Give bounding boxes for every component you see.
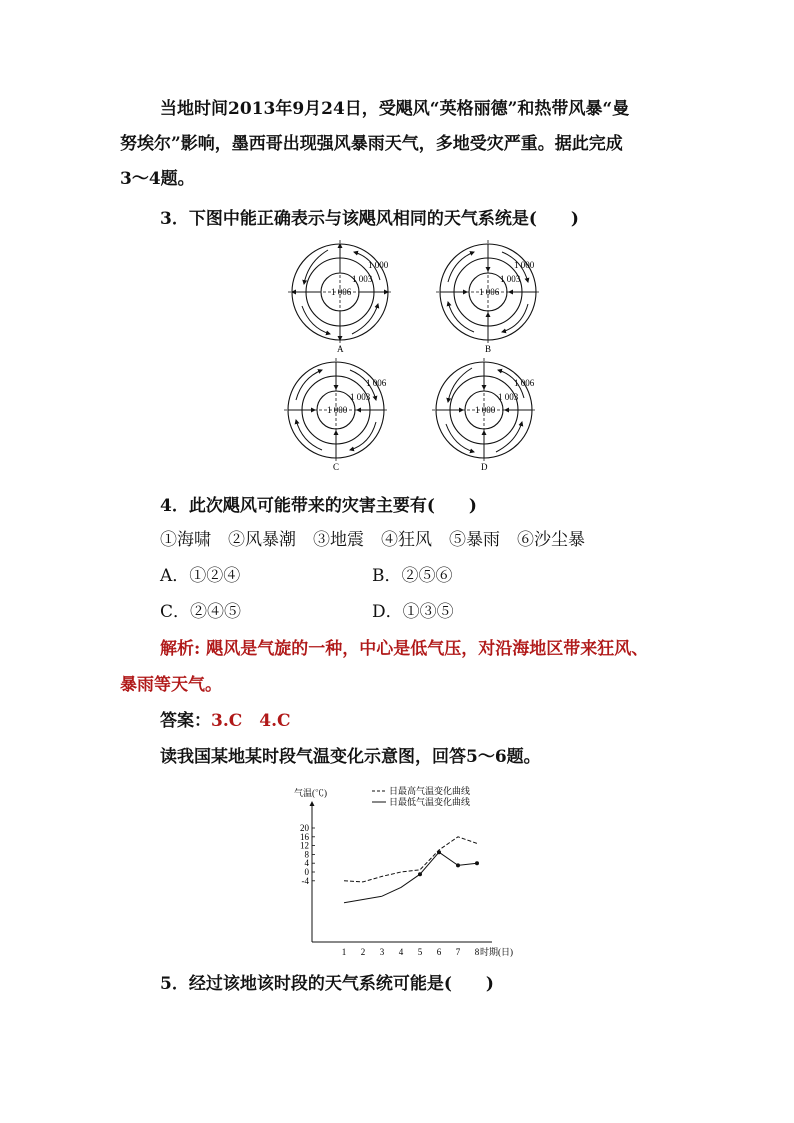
intro-line-2: 努埃尔”影响，墨西哥出现强风暴雨天气，多地受灾严重。据此完成 (120, 134, 623, 154)
question-4-items: ①海啸 ②风暴潮 ③地震 ④狂风 ⑤暴雨 ⑥沙尘暴 (160, 530, 585, 550)
x-tick-label: 2 (360, 947, 366, 957)
legend-entry: 日最低气温变化曲线 (389, 797, 471, 807)
diagram-d-label: D (481, 462, 488, 472)
x-tick-label: 6 (436, 947, 442, 957)
diagram-c-mid-label: 1 003 (350, 392, 371, 402)
diagram-d-outer-label: 1 006 (514, 378, 535, 388)
question-4: 4．此次飓风可能带来的灾害主要有( ) (160, 496, 477, 516)
diagram-b-label: B (485, 344, 492, 354)
series-min-point (437, 850, 441, 854)
y-tick-label: 20 (300, 823, 309, 833)
x-tick-label: 7 (455, 947, 461, 957)
answer-line (160, 709, 291, 733)
series-min-point (418, 872, 422, 876)
diagram-d (432, 358, 536, 472)
y-axis-label: 气温(℃) (294, 788, 327, 798)
x-axis-label: 时期(日) (480, 947, 513, 957)
y-tick-label: 8 (304, 849, 309, 860)
y-tick-label: 16 (300, 831, 309, 842)
analysis-line-1: 解析: 飓风是气旋的一种，中心是低气压，对沿海地区带来狂风、 (160, 639, 649, 659)
question-3: 3．下图中能正确表示与该飓风相同的天气系统是( ) (160, 209, 579, 229)
answer-label: 答案： (160, 711, 211, 731)
diagram-c-inner-label: 1 000 (327, 405, 348, 415)
x-tick-label: 3 (379, 947, 385, 957)
option-a: A．①②④ (160, 566, 241, 586)
series-min-point (456, 863, 460, 867)
diagram-c-label: C (333, 462, 340, 472)
answer-value: 3.C 4.C (211, 711, 291, 731)
analysis-text-1: 飓风是气旋的一种，中心是低气压，对沿海地区带来狂风、 (206, 639, 649, 659)
analysis-label: 解析 (160, 639, 194, 659)
intro-line-3: 3～4题。 (120, 169, 195, 189)
diagram-b-outer-label: 1 000 (514, 260, 535, 270)
diagram-a-outer-label: 1 000 (368, 260, 389, 270)
temperature-chart (292, 780, 542, 960)
diagram-b-mid-label: 1 003 (500, 274, 521, 284)
y-tick-label: 4 (304, 858, 309, 869)
diagram-a (288, 240, 392, 354)
intro-line-1: 当地时间2013年9月24日，受飓风“英格丽德”和热带风暴“曼 (160, 99, 630, 119)
x-tick-label: 8 (474, 947, 480, 957)
series-max-line (344, 837, 477, 882)
diagram-b-inner-label: 1 006 (479, 287, 500, 297)
analysis-line-2: 暴雨等天气。 (120, 675, 222, 695)
series-min-line (344, 852, 477, 903)
diagram-d-inner-label: 1 000 (475, 405, 496, 415)
diagram-a-mid-label: 1 003 (352, 274, 373, 284)
x-tick-label: 1 (341, 947, 347, 957)
x-tick-label: 5 (417, 947, 423, 957)
option-c: C．②④⑤ (160, 602, 242, 622)
diagram-c (284, 358, 388, 472)
x-tick-label: 4 (398, 947, 404, 957)
diagram-a-inner-label: 1 006 (331, 287, 352, 297)
y-tick-label: -4 (301, 875, 309, 886)
y-tick-label: 12 (300, 840, 309, 851)
legend-entry: 日最高气温变化曲线 (389, 786, 471, 796)
diagram-a-label: A (337, 344, 344, 354)
diagram-b (436, 240, 540, 354)
isobar-diagrams (270, 240, 560, 480)
series-min-point (475, 861, 479, 865)
option-d: D．①③⑤ (372, 602, 454, 622)
diagram-d-mid-label: 1 003 (498, 392, 519, 402)
y-tick-label: 0 (304, 867, 309, 877)
diagram-c-outer-label: 1 006 (366, 378, 387, 388)
option-b: B．②⑤⑥ (372, 566, 453, 586)
intro2: 读我国某地某时段气温变化示意图，回答5～6题。 (160, 747, 541, 767)
question-5: 5．经过该地该时段的天气系统可能是( ) (160, 974, 494, 994)
